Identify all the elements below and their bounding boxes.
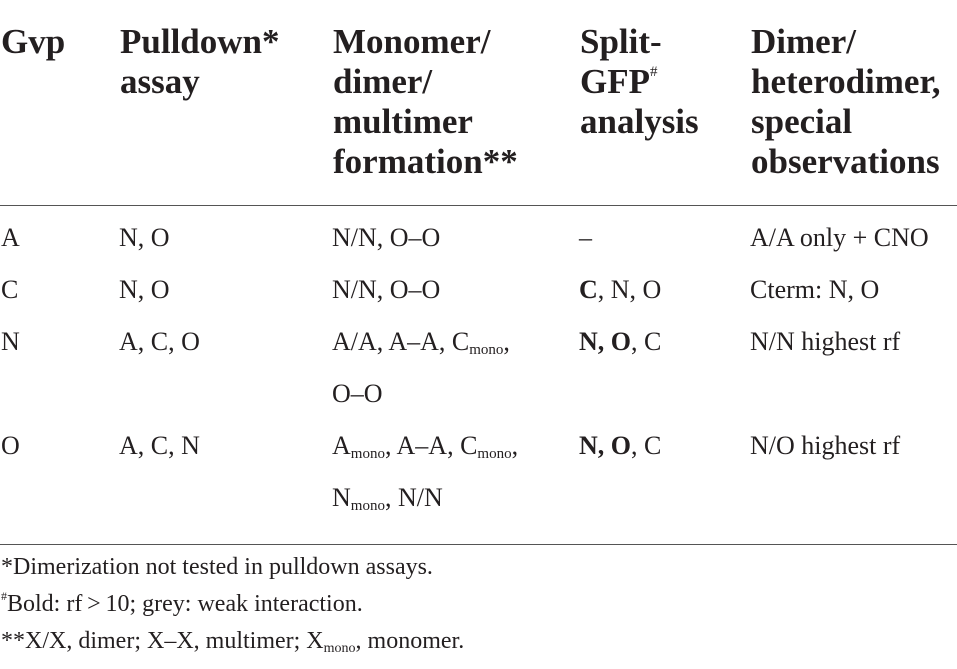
footnote-hash: #Bold: rf > 10; grey: weak interaction.: [1, 589, 363, 617]
table-row: [0, 316, 957, 420]
header-pulldown: Pulldown* assay: [119, 0, 332, 206]
cell-dimer: N/N highest rf: [750, 327, 901, 356]
cell-gvp: O: [0, 420, 119, 545]
header-gvp: Gvp: [0, 0, 119, 206]
header-monomer: Monomer/ dimer/ multimer formation**: [332, 0, 579, 206]
cell-monomer: N/N, O–O: [332, 275, 441, 304]
footnote-asterisk: *Dimerization not tested in pulldown assays.: [1, 554, 433, 580]
table-row: [0, 206, 957, 265]
cell-pulldown: A, C, N: [119, 420, 332, 545]
table-row: [0, 420, 957, 545]
cell-gvp: A: [1, 223, 20, 252]
header-dimer: Dimer/ heterodimer, special observations: [750, 0, 957, 206]
cell-split-gfp: N, O, C: [579, 420, 750, 545]
cell-split-gfp: N, O, C: [579, 327, 662, 356]
cell-dimer: Cterm: N, O: [750, 275, 880, 304]
cell-pulldown: A, C, O: [119, 327, 200, 356]
cell-pulldown: N, O: [119, 275, 170, 304]
table-row: [0, 264, 957, 316]
cell-monomer: N/N, O–O: [332, 223, 441, 252]
table-footnotes: [1, 549, 464, 660]
cell-dimer: A/A only + CNO: [750, 223, 929, 252]
cell-monomer: A/A, A–A, $C_{mono}$, O–O: [332, 327, 510, 408]
footnote-double-asterisk: **X/X, dimer; X–X, multimer; $X_{mono}$, monomer.: [1, 628, 465, 656]
cell-split-gfp: –: [579, 223, 592, 252]
header-row: [0, 0, 957, 206]
cell-dimer: N/O highest rf: [750, 420, 957, 545]
cell-monomer: $A_{mono}$, A–A, $C_{mono}$, $N_{mono}$, N/N: [332, 420, 579, 545]
hash-mark: #: [649, 64, 658, 80]
cell-gvp: N: [1, 327, 20, 356]
cell-gvp: C: [1, 275, 19, 304]
header-split-gfp: Split- GFP# analysis: [579, 0, 750, 206]
cell-pulldown: N, O: [119, 223, 170, 252]
cell-split-gfp: C, N, O: [579, 275, 662, 304]
